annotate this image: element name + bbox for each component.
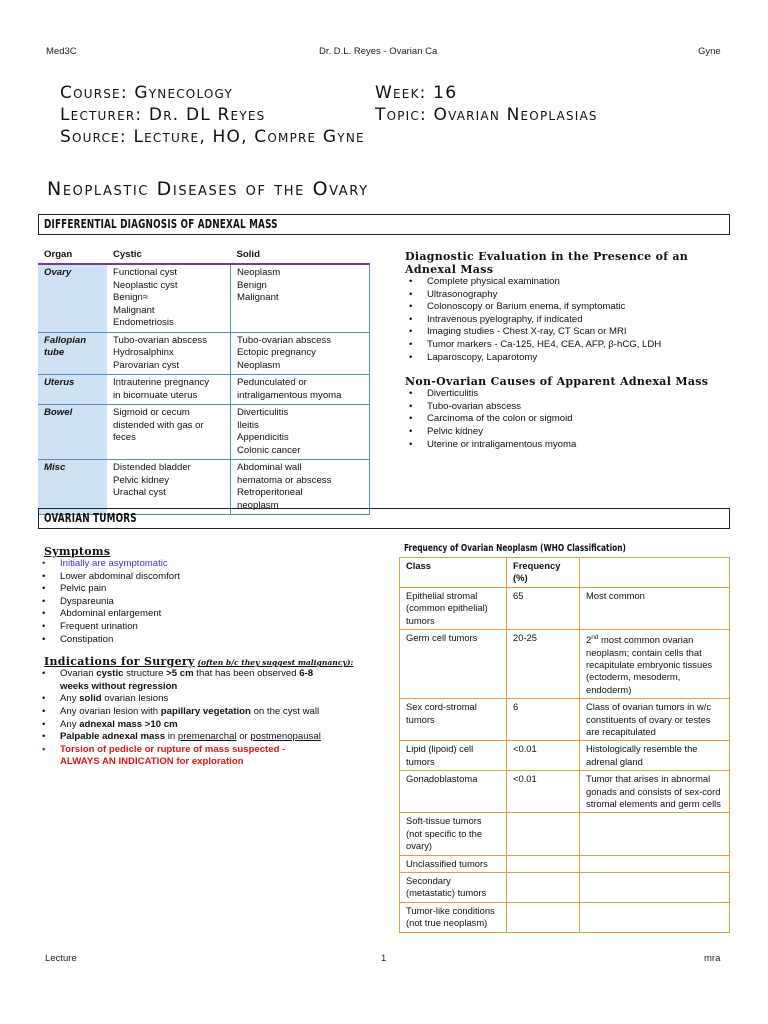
freq-note-cell <box>580 873 730 903</box>
freq-value-cell <box>507 873 580 903</box>
text-span: 6-8 <box>299 668 314 680</box>
list-item: • Abdominal enlargement <box>38 608 384 621</box>
freq-header-class: Class <box>400 558 507 588</box>
ddx-header-organ: Organ <box>38 245 107 264</box>
table-row <box>400 855 730 872</box>
list-item: • Initially are asymptomatic <box>38 558 384 571</box>
text-span: Palpable adnexal mass <box>60 731 166 743</box>
ddx-header-cystic: Cystic <box>107 245 231 264</box>
list-item: • Tumor markers - Ca-125, HE4, CEA, AFP, β-hCG, LDH <box>405 339 735 352</box>
symptoms-list <box>38 558 384 646</box>
text-span: that has been observed <box>193 668 300 680</box>
list-item <box>38 719 384 732</box>
list-item: • Frequent urination <box>38 621 384 634</box>
text-span: premenarchal <box>177 731 237 743</box>
list-item: • Uterine or intraligamentous myoma <box>405 439 735 452</box>
text-span: most common ovarian neoplasm; contain cells that recapitulate embryonic tissues (ectoderm, mesoderm, endoderm) <box>586 634 713 695</box>
text-span: ALWAYS AN INDICATION for exploration <box>60 756 244 768</box>
list-item <box>38 744 384 769</box>
text-span: adnexal mass >10 cm <box>79 718 178 730</box>
freq-class-cell: Soft-tissue tumors (not specific to the ovary) <box>400 813 507 855</box>
cell-line: Intrauterine pregnancy <box>113 377 209 388</box>
table-row <box>400 902 730 932</box>
section-bar-ovarian-tumors <box>38 508 730 529</box>
table-row <box>400 741 730 771</box>
cell-line: Malignant <box>237 292 279 303</box>
text-span: papillary vegetation <box>160 705 251 717</box>
freq-value-cell <box>507 855 580 872</box>
list-item: • Pelvic pain <box>38 583 384 596</box>
cell-line: Pedunculated or <box>237 377 307 388</box>
cell-line: hematoma or abscess <box>237 474 332 486</box>
cell-line: Diverticulitis <box>237 407 289 418</box>
list-item: • Ultrasonography <box>405 289 735 302</box>
freq-value-cell: 6 <box>507 699 580 741</box>
text-span: Ovarian <box>60 668 97 680</box>
symptoms-title: Symptoms <box>44 545 111 558</box>
cell-line: Tubo-ovarian abscess <box>113 334 208 346</box>
non-ovarian-list <box>405 388 735 451</box>
freq-header-notes <box>580 558 730 588</box>
text-span: Torsion of pedicle or rupture of mass suspected - <box>60 743 286 755</box>
cell-line: Abdominal wall <box>237 462 302 473</box>
freq-header-frequency: Frequency (%) <box>507 558 580 588</box>
freq-header-row <box>400 558 730 588</box>
cell-line: Benign≈ <box>113 292 149 303</box>
cell-line: Distended bladder <box>113 462 191 473</box>
ddx-table <box>38 245 370 515</box>
text-span: solid <box>79 693 102 705</box>
header-right: Gyne <box>698 46 721 57</box>
text-span: Any <box>60 693 80 705</box>
text-span: cystic <box>96 668 124 680</box>
list-item: • Laparoscopy, Laparotomy <box>405 352 735 365</box>
cystic-cell <box>107 405 231 460</box>
section-title-ovarian-tumors: OVARIAN TUMORS <box>44 511 137 525</box>
non-ovarian-title: Non-Ovarian Causes of Apparent Adnexal Mass <box>405 375 709 389</box>
list-item: • Carcinoma of the colon or sigmoid <box>405 413 735 426</box>
freq-note-cell <box>580 813 730 855</box>
diag-eval-block <box>405 250 735 451</box>
surgery-title: Indications for Surgery <box>44 655 195 669</box>
freq-note-cell <box>580 855 730 872</box>
text-span: postmenopausal <box>250 731 321 743</box>
list-item: • Pelvic kidney <box>405 426 735 439</box>
page-title: Neoplastic Diseases of the Ovary <box>47 178 369 200</box>
text-span: or <box>236 731 251 743</box>
week-line: Week: 16 <box>375 83 458 103</box>
freq-value-cell: 65 <box>507 587 580 629</box>
cell-line: Appendicitis <box>237 432 289 443</box>
freq-value-cell: <0.01 <box>507 741 580 771</box>
cell-line: Malignant <box>113 304 155 316</box>
list-item: • Tubo-ovarian abscess <box>405 401 735 414</box>
cell-line: Endometriosis <box>113 317 174 328</box>
freq-value-cell <box>507 813 580 855</box>
surgery-heading <box>44 655 384 668</box>
table-row <box>38 405 370 460</box>
list-item: • Imaging studies - Chest X-ray, CT Scan or MRI <box>405 326 735 339</box>
organ-cell: Fallopian tube <box>38 332 107 375</box>
cell-line: Tubo-ovarian abscess <box>237 334 332 346</box>
cystic-cell <box>107 460 231 515</box>
cell-line: Urachal cyst <box>113 487 166 498</box>
page-number: 1 <box>381 953 387 964</box>
freq-class-cell: Secondary (metastatic) tumors <box>400 873 507 903</box>
surgery-list <box>38 668 384 769</box>
solid-cell <box>231 264 370 332</box>
text-span: structure <box>123 668 167 680</box>
cell-line: Hydrosalphinx <box>113 347 174 358</box>
source-line: Source: Lecture, HO, Compre Gyne <box>60 127 365 147</box>
table-row <box>400 699 730 741</box>
cell-line: Functional cyst <box>113 267 177 278</box>
freq-note-cell: Histologically resemble the adrenal gland <box>580 741 730 771</box>
text-span: in <box>165 731 178 743</box>
cell-line: Parovarian cyst <box>113 359 180 371</box>
header-left: Med3C <box>46 46 77 57</box>
freq-note-cell <box>580 630 730 699</box>
table-row <box>38 460 370 515</box>
footer-right: mra <box>704 953 721 964</box>
list-item <box>38 693 384 706</box>
cell-line: Neoplasm <box>237 267 281 278</box>
cell-line: intraligamentous myoma <box>237 389 342 401</box>
cystic-cell <box>107 332 231 375</box>
lecturer-line: Lecturer: Dr. DL Reyes <box>60 105 266 125</box>
text-span: Any ovarian lesion with <box>60 705 161 717</box>
cell-line: neoplasm <box>237 499 279 511</box>
cell-line: Colonic cancer <box>237 444 301 456</box>
cell-line: Pelvic kidney <box>113 474 169 486</box>
section-title-ddx: DIFFERENTIAL DIAGNOSIS OF ADNEXAL MASS <box>44 217 278 231</box>
cell-line: Neoplastic cyst <box>113 279 178 291</box>
cell-line: distended with gas or <box>113 419 204 431</box>
solid-cell <box>231 375 370 405</box>
table-row <box>38 332 370 375</box>
cell-line: Retroperitoneal <box>237 487 303 498</box>
list-item: • Diverticulitis <box>405 388 735 401</box>
table-row <box>400 873 730 903</box>
cell-line: Ileitis <box>237 419 259 431</box>
list-item <box>38 668 384 693</box>
text-span: Any <box>60 718 80 730</box>
solid-cell <box>231 460 370 515</box>
list-item <box>38 706 384 719</box>
list-item: • Constipation <box>38 634 384 647</box>
table-row <box>400 771 730 813</box>
cell-line: Neoplasm <box>237 359 281 371</box>
table-row <box>400 587 730 629</box>
diag-eval-list <box>405 276 735 364</box>
freq-value-cell <box>507 902 580 932</box>
surgery-note: (often b/c they suggest malignancy): <box>197 658 354 668</box>
freq-note-cell: Tumor that arises in abnormal gonads and consists of sex-cord stromal elements and germ cells <box>580 771 730 813</box>
freq-value-cell: <0.01 <box>507 771 580 813</box>
freq-class-cell: Epithelial stromal (common epithelial) tumors <box>400 587 507 629</box>
cell-line: feces <box>113 432 136 443</box>
organ-cell: Ovary <box>38 264 107 332</box>
organ-cell: Bowel <box>38 405 107 460</box>
freq-table <box>399 557 730 933</box>
freq-class-cell: Tumor-like conditions (not true neoplasm) <box>400 902 507 932</box>
freq-value-cell: 20-25 <box>507 630 580 699</box>
organ-cell: Uterus <box>38 375 107 405</box>
text-span: nd <box>591 634 599 642</box>
text-span: 2 <box>586 634 592 646</box>
freq-class-cell: Unclassified tumors <box>400 855 507 872</box>
cell-line: in bicornuate uterus <box>113 389 198 401</box>
freq-class-cell: Gonadoblastoma <box>400 771 507 813</box>
freq-note-cell <box>580 902 730 932</box>
list-item: • Complete physical examination <box>405 276 735 289</box>
cystic-cell <box>107 375 231 405</box>
section-bar-ddx <box>38 214 730 235</box>
freq-class-cell: Sex cord-stromal tumors <box>400 699 507 741</box>
text-span: ovarian lesions <box>101 693 169 705</box>
ddx-header-row <box>38 245 370 264</box>
table-row <box>38 375 370 405</box>
diag-eval-title-line: Adnexal Mass <box>405 263 494 276</box>
freq-note-cell: Most common <box>580 587 730 629</box>
freq-table-title: Frequency of Ovarian Neoplasm (WHO Classification) <box>404 543 626 554</box>
table-row <box>400 630 730 699</box>
text-span: on the cyst wall <box>250 705 320 717</box>
course-line: Course: Gynecology <box>60 83 233 103</box>
freq-class-cell: Germ cell tumors <box>400 630 507 699</box>
solid-cell <box>231 332 370 375</box>
freq-class-cell: Lipid (lipoid) cell tumors <box>400 741 507 771</box>
organ-cell: Misc <box>38 460 107 515</box>
cell-line: Ectopic pregnancy <box>237 347 316 358</box>
table-row <box>38 264 370 332</box>
text-span: >5 cm <box>166 668 194 680</box>
symptoms-block <box>44 545 384 769</box>
diag-eval-title <box>405 250 735 276</box>
solid-cell <box>231 405 370 460</box>
list-item <box>38 731 384 744</box>
text-span: weeks without regression <box>60 680 178 692</box>
topic-line: Topic: Ovarian Neoplasias <box>375 105 598 125</box>
ddx-header-solid: Solid <box>231 245 370 264</box>
list-item: • Dyspareunia <box>38 596 384 609</box>
cystic-cell <box>107 264 231 332</box>
list-item: • Colonoscopy or Barium enema, if symptomatic <box>405 301 735 314</box>
diag-eval-title-line: Diagnostic Evaluation in the Presence of an <box>405 250 689 263</box>
header-center: Dr. D.L. Reyes - Ovarian Ca <box>319 46 438 57</box>
list-item: • Lower abdominal discomfort <box>38 571 384 584</box>
cell-line: Benign <box>237 279 267 291</box>
list-item: • Intravenous pyelography, if indicated <box>405 314 735 327</box>
footer-left: Lecture <box>45 953 77 964</box>
table-row <box>400 813 730 855</box>
freq-note-cell: Class of ovarian tumors in w/c constituents of ovary or testes are recapitulated <box>580 699 730 741</box>
cell-line: Sigmoid or cecum <box>113 407 190 418</box>
